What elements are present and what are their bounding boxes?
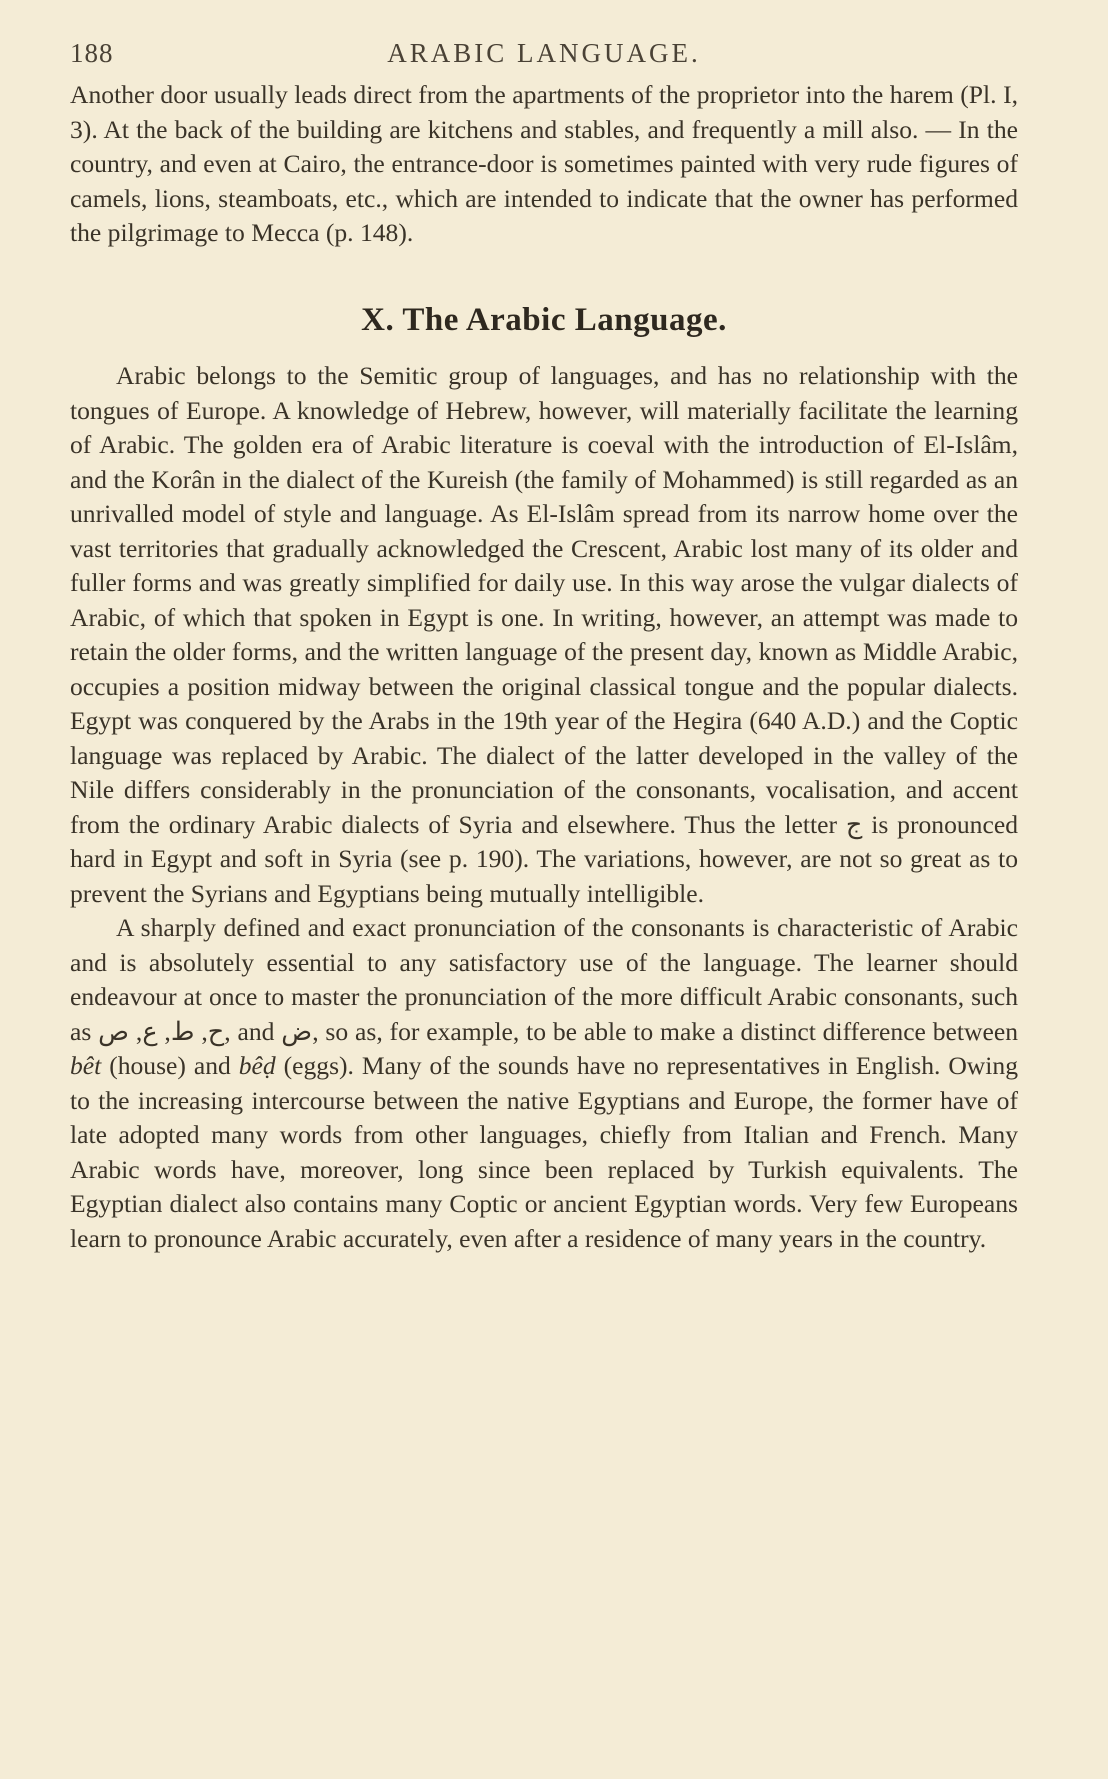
page-body xyxy=(70,78,1018,1256)
paragraph-pronunciation xyxy=(70,911,1018,1256)
paragraph-pronunciation-part-3: (eggs). Many of the sounds have no representatives in English. Owing to the increasing intercourse between the native Egyptians and Europe, the former have of late adopted many words from other languages, chiefly from Italian and French. Many Arabic words have, moreover, long since been replaced by Turkish equivalents. The Egyptian dialect also contains many Coptic or ancient Egyptian words. Very few Europeans learn to pronounce Arabic accurately, even after a residence of many years in the country. xyxy=(70,1051,1018,1253)
intro-paragraph: Another door usually leads direct from the apartments of the proprietor into the harem (Pl. I, 3). At the back of the building are kitchens and stables, and frequently a mill also. — In the country, and even at Cairo, the entrance-door is sometimes painted with very rude figures of camels, lions, steamboats, etc., which are intended to indicate that the owner has performed the pilgrimage to Mecca (p. 148). xyxy=(70,80,1018,247)
paragraph-pronunciation-part-1: A sharply defined and exact pronunciation of the consonants is characteristic of Arabic and is absolutely essential to any satisfactory use of the language. The learner should endeavour at once to master the pronunciation of the more difficult Arabic consonants, such as ح, ط, ع, ص, and ض, so as, for example, to be able to make a distinct difference between xyxy=(70,913,1019,1046)
paragraph-pronunciation-part-2: (house) and xyxy=(101,1051,239,1080)
word-bet: bêt xyxy=(70,1051,102,1080)
section-heading: X. The Arabic Language. xyxy=(361,301,727,338)
running-title: ARABIC LANGUAGE. xyxy=(387,38,701,68)
page-number: 188 xyxy=(70,38,114,68)
word-bed: bêḍ xyxy=(238,1051,276,1080)
page-header xyxy=(70,38,1018,78)
paragraph-arabic-origins: Arabic belongs to the Semitic group of languages, and has no relationship with the tongues of Europe. A knowledge of Hebrew, however, will materially facilitate the learning of Arabic. The golden era of Arabic literature is coeval with the introduction of El-Islâm, and the Korân in the dialect of the Kureish (the family of Mohammed) is still regarded as an unrivalled model of style and language. As El-Islâm spread from its narrow home over the vast territories that gradually acknowledged the Crescent, Arabic lost many of its older and fuller forms and was greatly simplified for daily use. In this way arose the vulgar dialects of Arabic, of which that spoken in Egypt is one. In writing, however, an attempt was made to retain the older forms, and the written language of the present day, known as Middle Arabic, occupies a position midway between the original classical tongue and the popular dialects. Egypt was conquered by the Arabs in the 19th year of the Hegira (640 A.D.) and the Coptic language was replaced by Arabic. The dialect of the latter developed in the valley of the Nile differs considerably in the pronunciation of the consonants, vocalisation, and accent from the ordinary Arabic dialects of Syria and elsewhere. Thus the letter ج is pronounced hard in Egypt and soft in Syria (see p. 190). The variations, however, are not so great as to prevent the Syrians and Egyptians being mutually intelligible. xyxy=(70,361,1018,908)
